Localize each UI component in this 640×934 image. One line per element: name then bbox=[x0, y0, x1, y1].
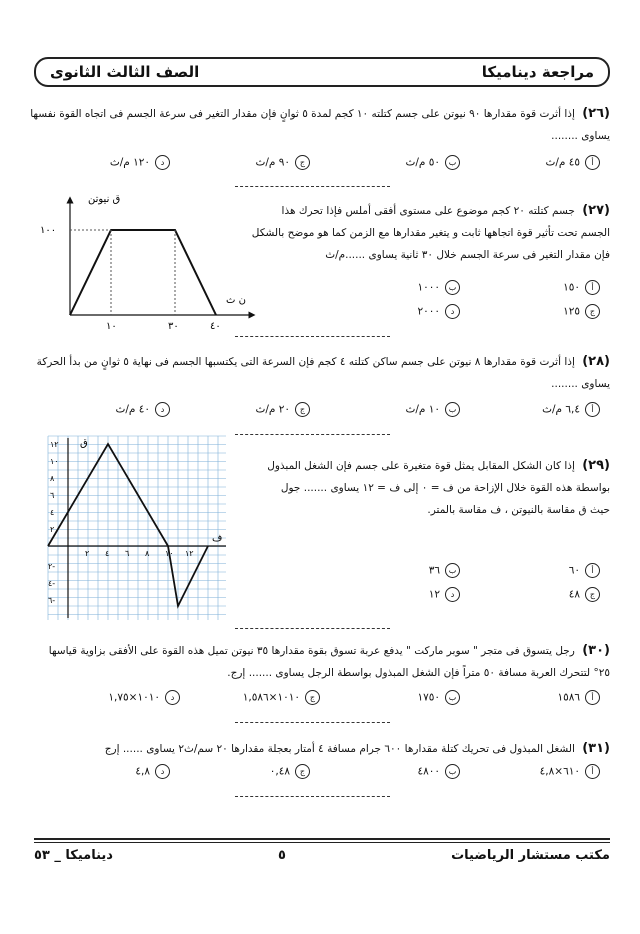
y-tick: ٦ bbox=[50, 491, 55, 500]
option-b[interactable]: ب١٠ م/ث bbox=[405, 402, 460, 417]
x-tick: ٢ bbox=[85, 549, 90, 558]
question-28 bbox=[30, 351, 610, 395]
option-b[interactable]: ب٥٠ م/ث bbox=[405, 155, 460, 170]
question-text: رجل يتسوق فى متجر " سوبر ماركت " يدفع عربة تسوق بقوة مقدارها ٣٥ نيوتن تميل هذه القوة على الأفقى بزاوية قياسها ٢٥° لتتحرك العربة مسافة ٥٠ متراً فإن الشغل المبذول بواسطة الرجل يساوى ....... إرج. bbox=[48, 645, 610, 679]
x-tick: ١٠ bbox=[106, 321, 117, 332]
option-d[interactable]: د٤,٨ bbox=[135, 764, 170, 779]
page-footer bbox=[34, 848, 610, 863]
q30-options bbox=[34, 690, 610, 710]
x-tick: ٣٠ bbox=[168, 321, 179, 332]
x-tick: ١٠ bbox=[165, 549, 174, 558]
option-a[interactable]: أ١٥٠ bbox=[563, 280, 600, 295]
q26-options bbox=[34, 155, 610, 175]
q27-options bbox=[380, 280, 610, 325]
option-b[interactable]: ب١٠٠٠ bbox=[417, 280, 460, 295]
option-a[interactable]: أ٦,٤ م/ث bbox=[542, 402, 600, 417]
divider bbox=[235, 434, 390, 435]
option-c[interactable]: ج٢٠ م/ث bbox=[255, 402, 310, 417]
option-b[interactable]: ب٤٨٠٠ bbox=[417, 764, 460, 779]
x-axis-label: ف bbox=[212, 533, 223, 544]
option-d[interactable]: د٢٠٠٠ bbox=[417, 304, 460, 319]
question-text: جسم كتلته ٢٠ كجم موضوع على مستوى أفقى أملس فإذا تحرك هذا الجسم تحت تأثير قوة اتجاهها ثابت و يتغير مقدارها مع الزمن كما هو موضح بالشكل فإن مقدار التغير فى سرعة الجسم خلال ٣٠ ثانية يساوى ......م/ث bbox=[251, 205, 610, 261]
option-d[interactable]: د١٠١٠×١,٧٥ bbox=[108, 690, 180, 705]
page-header bbox=[34, 57, 610, 87]
y-tick: ٢ bbox=[50, 525, 55, 534]
option-c[interactable]: ج٤٨ bbox=[569, 587, 600, 602]
y-tick: ١٠ bbox=[50, 457, 59, 466]
y-axis-label: ق bbox=[80, 438, 88, 449]
footer-rule bbox=[34, 842, 610, 843]
force-time-graph bbox=[30, 190, 260, 335]
y-tick: ٤- bbox=[48, 579, 56, 588]
y-tick: ١٢ bbox=[50, 440, 59, 449]
header-title: مراجعة ديناميكا bbox=[481, 63, 594, 81]
question-text: إذا أثرت قوة مقدارها ٨ نيوتن على جسم ساكن كتلته ٤ كجم فإن السرعة التى يكتسبها الجسم فى نهاية ٥ ثوانٍ من بدأ الحركة يساوى ........ bbox=[36, 356, 610, 390]
divider bbox=[235, 628, 390, 629]
option-a[interactable]: أ٦٠ bbox=[569, 563, 600, 578]
divider bbox=[235, 796, 390, 797]
divider bbox=[235, 336, 390, 337]
question-27 bbox=[250, 200, 610, 266]
option-a[interactable]: أ٦١٠×٤,٨ bbox=[540, 764, 600, 779]
question-number: (٢٩) bbox=[582, 458, 610, 473]
x-axis-label: ن ث bbox=[226, 295, 246, 306]
option-a[interactable]: أ١٥٨٦ bbox=[557, 690, 600, 705]
y-tick: ٦- bbox=[48, 596, 56, 605]
option-b[interactable]: ب٣٦ bbox=[429, 563, 460, 578]
option-a[interactable]: أ٤٥ م/ث bbox=[545, 155, 600, 170]
grid bbox=[48, 436, 226, 620]
question-note: حيث ق مقاسة بالنيوتن ، ف مقاسة بالمتر. bbox=[427, 504, 610, 516]
question-number: (٣١) bbox=[582, 741, 610, 756]
x-tick: ١٢ bbox=[185, 549, 194, 558]
page-number: ٥ bbox=[278, 848, 286, 863]
x-tick: ٨ bbox=[145, 549, 150, 558]
question-number: (٢٧) bbox=[582, 203, 610, 218]
footer-rule bbox=[34, 838, 610, 840]
option-b[interactable]: ب١٧٥٠ bbox=[417, 690, 460, 705]
y-tick: ٨ bbox=[50, 474, 55, 483]
option-d[interactable]: د١٢ bbox=[429, 587, 460, 602]
y-tick: ١٠٠ bbox=[40, 225, 57, 236]
option-d[interactable]: د٤٠ م/ث bbox=[115, 402, 170, 417]
question-number: (٢٦) bbox=[582, 106, 610, 121]
y-tick: ٤ bbox=[50, 508, 55, 517]
question-number: (٢٨) bbox=[582, 354, 610, 369]
y-axis-label: ق نيوتن bbox=[88, 194, 121, 205]
header-grade: الصف الثالث الثانوى bbox=[50, 63, 200, 81]
option-d[interactable]: د١٢٠ م/ث bbox=[110, 155, 170, 170]
option-c[interactable]: ج٩٠ م/ث bbox=[255, 155, 310, 170]
q31-options bbox=[34, 764, 610, 784]
x-tick: ٦ bbox=[125, 549, 130, 558]
question-31 bbox=[30, 738, 610, 760]
footer-publisher: مكتب مستشار الرياضيات bbox=[451, 848, 610, 863]
question-text: إذا أثرت قوة مقدارها ٩٠ نيوتن على جسم كتلته ١٠ كجم لمدة ٥ ثوانٍ فإن مقدار التغير فى سرعة الجسم فى اتجاه القوة نفسها يساوى ........ bbox=[30, 108, 610, 142]
force-displacement-graph bbox=[40, 432, 230, 624]
question-number: (٣٠) bbox=[582, 643, 610, 658]
y-tick: ٢- bbox=[48, 562, 56, 571]
question-30 bbox=[30, 640, 610, 684]
option-c[interactable]: ج١٠١٠×١,٥٨٦ bbox=[243, 690, 320, 705]
force-line bbox=[70, 230, 216, 315]
x-tick: ٤ bbox=[105, 549, 110, 558]
divider bbox=[235, 186, 390, 187]
option-c[interactable]: ج٠,٤٨ bbox=[270, 764, 310, 779]
x-tick: ٤٠ bbox=[210, 321, 221, 332]
question-26 bbox=[30, 103, 610, 147]
q29-options bbox=[380, 563, 610, 608]
option-c[interactable]: ج١٢٥ bbox=[563, 304, 600, 319]
question-text: الشغل المبذول فى تحريك كتلة مقدارها ٦٠٠ جرام مسافة ٤ أمتار بعجلة مقدارها ٢٠ سم/ث٢ يساوى ...... إرج bbox=[104, 743, 575, 755]
question-text: إذا كان الشكل المقابل يمثل قوة متغيرة على جسم فإن الشغل المبذول بواسطة هذه القوة خلال الإزاحة من ف = ٠ إلى ف = ١٢ يساوى ....... جول bbox=[267, 460, 610, 494]
footer-subject: ديناميكا _ ٥٣ bbox=[34, 848, 113, 863]
divider bbox=[235, 722, 390, 723]
question-29 bbox=[240, 455, 610, 521]
q28-options bbox=[34, 402, 610, 422]
